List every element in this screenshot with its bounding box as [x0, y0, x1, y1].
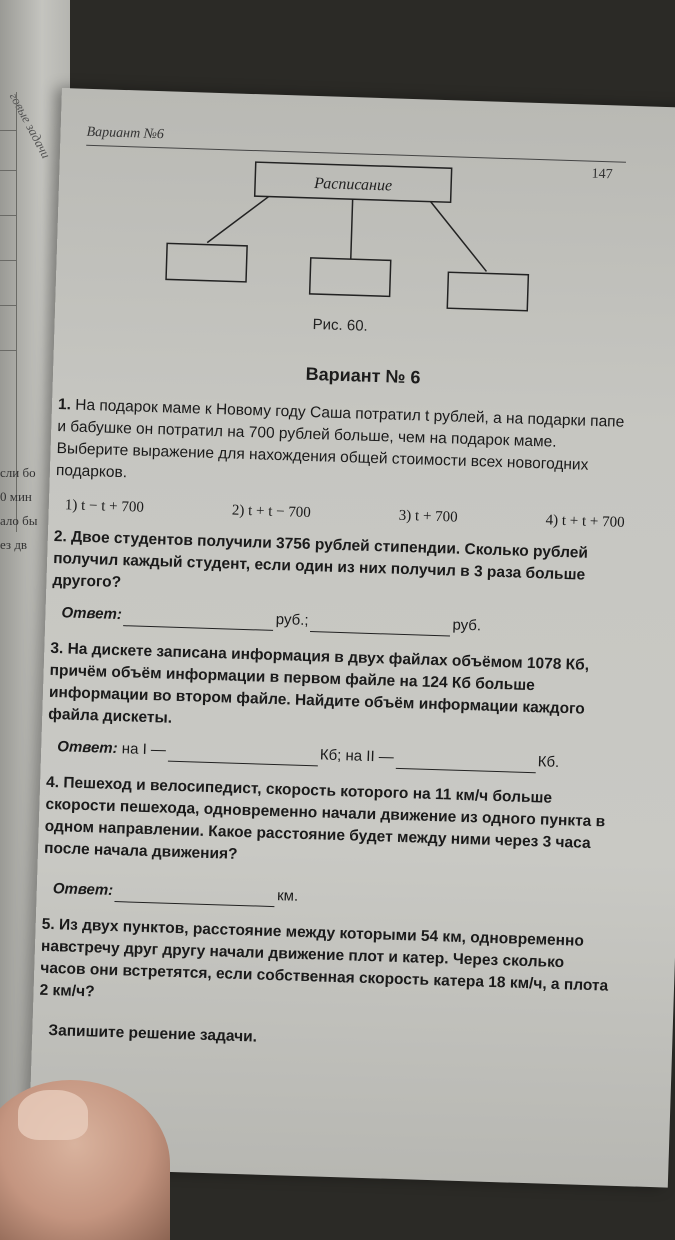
task-text: На подарок маме к Новому году Саша потратил t рублей, а на подарки папе и бабушке он потратил на 700 рублей больше, чем на подарок маме. Выберите выражение для нахождения общей стоимости всех новогодних подарков.	[55, 396, 625, 482]
answer-blank[interactable]	[395, 752, 535, 773]
task-number: 3.	[50, 639, 64, 658]
diagram-top-label: Расписание	[313, 174, 393, 195]
page-number: 147	[591, 166, 613, 183]
diagram-connector	[207, 195, 268, 245]
option: 4) t + t + 700	[545, 512, 625, 531]
task-text: Из двух пунктов, расстояние между которыми 54 км, одновременно навстречу друг другу начали движение плот и катер. Через сколько часов они встретятся, если собственная скорость катера 18 км/ч, а плота 2 км/ч?	[39, 916, 609, 1001]
left-fragment: ез дв	[0, 537, 28, 552]
answer-blank[interactable]	[124, 609, 274, 631]
left-fragment: ало бы	[0, 513, 38, 528]
answer-options	[65, 494, 625, 534]
diagram-child-box	[166, 243, 247, 281]
task-1	[55, 394, 629, 534]
answer-part: на I —	[121, 740, 167, 759]
diagram-connector	[428, 202, 488, 272]
left-fragment: 0 мин	[0, 489, 32, 504]
diagram-child-box	[310, 258, 391, 296]
task-number: 1.	[57, 396, 72, 414]
task-4	[42, 772, 616, 918]
table-line	[0, 130, 16, 131]
answer-blank[interactable]	[168, 745, 318, 767]
solution-instruction: Запишите решение задачи.	[48, 1022, 258, 1046]
answer-label: Ответ:	[52, 880, 114, 899]
diagram-connector	[351, 199, 353, 259]
answer-unit: руб.;	[275, 610, 309, 630]
task-number: 4.	[45, 773, 60, 792]
tasks	[38, 394, 628, 1070]
answer-blank[interactable]	[310, 615, 450, 636]
table-line	[0, 350, 16, 351]
table-line	[0, 215, 16, 216]
task-text: Двое студентов получили 3756 рублей стипендии. Сколько рублей получил каждый студент, если один из них получил в 3 раза больше другого?	[52, 528, 589, 592]
table-line	[0, 170, 16, 171]
answer-line	[61, 602, 621, 642]
answer-label: Ответ:	[57, 738, 118, 758]
answer-line	[52, 878, 612, 918]
task-number: 2.	[53, 527, 68, 546]
answer-unit: Кб; на II —	[319, 746, 395, 766]
task-number: 5.	[41, 915, 55, 934]
running-head: Вариант №6	[86, 124, 165, 143]
diagram-child-box	[447, 272, 528, 310]
option: 1) t − t + 700	[64, 497, 145, 516]
answer-blank[interactable]	[115, 885, 275, 907]
answer-line	[57, 736, 617, 776]
table-line	[0, 305, 16, 306]
option: 3) t + 700	[398, 507, 458, 526]
table-line	[0, 260, 16, 261]
answer-label: Ответ:	[61, 604, 123, 624]
figure-caption: Рис. 60.	[312, 315, 369, 335]
left-fragment: сли бо	[0, 465, 36, 480]
task-3	[47, 638, 620, 776]
answer-unit: км.	[276, 887, 299, 905]
book-page	[28, 88, 675, 1188]
answer-unit: Кб.	[537, 753, 560, 771]
thumbnail-nail	[18, 1090, 88, 1140]
task-5	[38, 914, 612, 1060]
option: 2) t + t − 700	[231, 502, 312, 522]
task-2	[51, 526, 624, 642]
page-title: Вариант № 6	[305, 363, 421, 388]
task-text: На дискете записана информация в двух файлах объёмом 1078 Кб, причём объём информации в первом файле на 124 Кб больше информации во втором файле. Найдите объём информации каждого файла дискеты.	[48, 640, 590, 727]
left-page-header: говые задачи	[6, 90, 54, 161]
answer-unit: руб.	[452, 616, 482, 635]
task-text: Пешеход и велосипедист, скорость которого на 11 км/ч больше скорости пешехода, одновременно начали движение из одного пункта в одном направлении. Какое расстояние будет между ними через 3 часа после начала движения?	[43, 774, 606, 863]
